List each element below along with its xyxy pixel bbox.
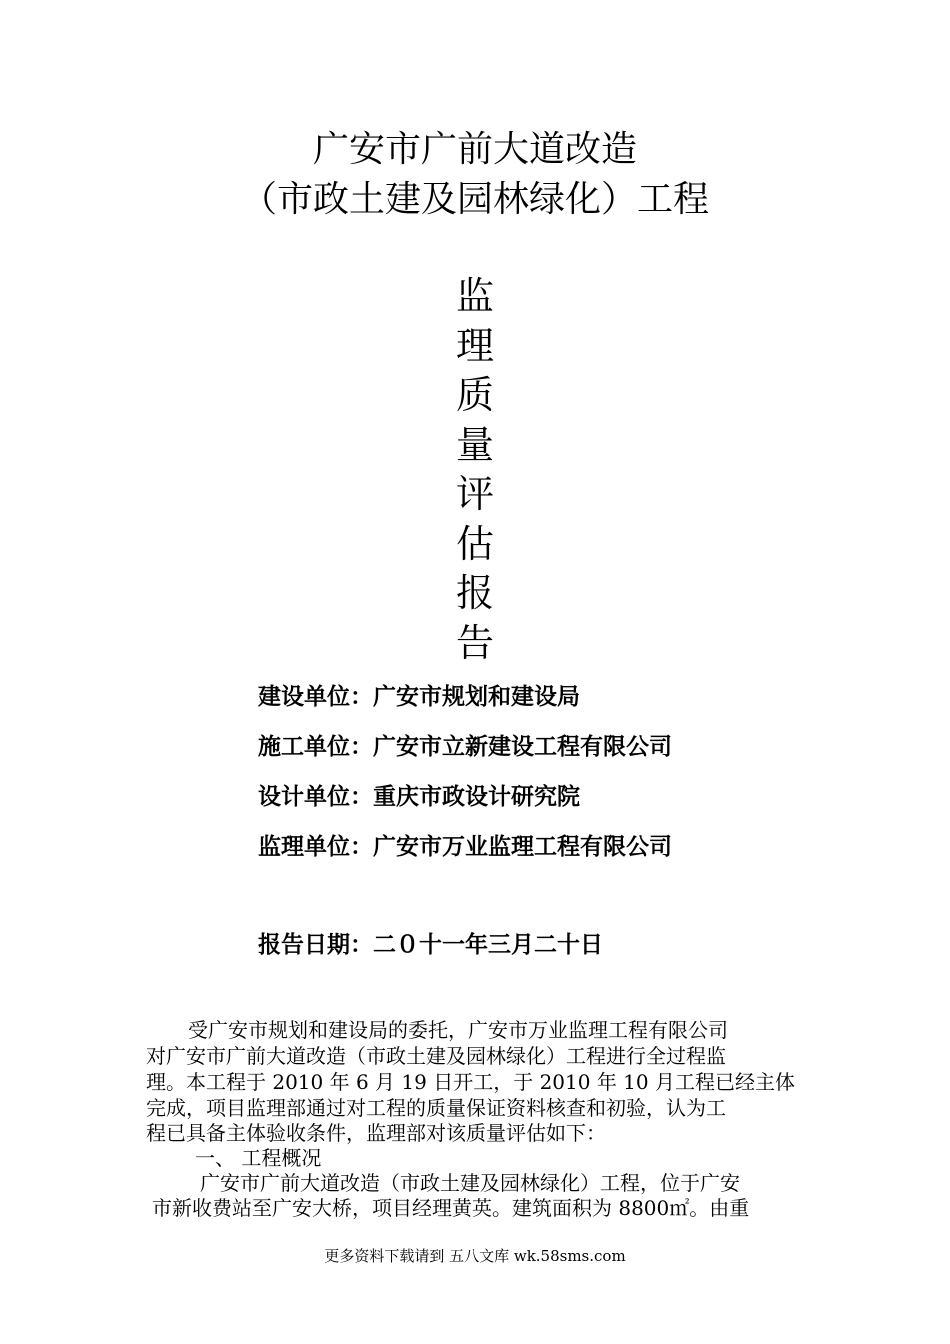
report-title-char: 评 (455, 472, 494, 516)
report-title-char: 量 (455, 422, 494, 467)
footer-link-text[interactable]: 更多资料下载请到 五八文库 wk.58sms.com (324, 1247, 626, 1265)
report-title-char: 估 (455, 521, 494, 566)
report-title-char: 告 (455, 620, 494, 665)
body-line: 市新收费站至广安大桥，项目经理黄英。建筑面积为 8800㎡。由重 (152, 1196, 750, 1220)
document-title-line-1: 广安市广前大道改造 (312, 129, 637, 170)
body-line: 对广安市广前大道改造（市政土建及园林绿化）工程进行全过程监 (146, 1044, 726, 1068)
supervisor-unit: 监理单位：广安市万业监理工程有限公司 (258, 834, 672, 860)
contractor-unit: 施工单位：广安市立新建设工程有限公司 (258, 734, 672, 760)
builder-unit: 建设单位：广安市规划和建设局 (258, 684, 580, 710)
designer-unit: 设计单位：重庆市政设计研究院 (258, 784, 580, 810)
body-line: 理。本工程于 2010 年 6 月 19 日开工，于 2010 年 10 月工程已经主体 (146, 1070, 795, 1094)
report-title-char: 理 (455, 323, 494, 368)
report-title-char: 监 (455, 274, 494, 318)
body-line: 受广安市规划和建设局的委托，广安市万业监理工程有限公司 (188, 1018, 728, 1042)
body-line: 程已具备主体验收条件，监理部对该质量评估如下： (146, 1121, 606, 1145)
report-title-char: 报 (455, 571, 494, 615)
body-line: 广安市广前大道改造（市政土建及园林绿化）工程，位于广安 (200, 1171, 740, 1195)
section-heading: 一、 工程概况 (195, 1146, 322, 1170)
body-line: 完成，项目监理部通过对工程的质量保证资料核查和初验，认为工 (146, 1096, 726, 1120)
report-title-vertical (0, 272, 950, 668)
document-title-line-2: （市政土建及园林绿化）工程 (240, 179, 709, 220)
report-title-char: 质 (455, 373, 494, 417)
report-date: 报告日期：二０十一年三月二十日 (258, 932, 603, 958)
